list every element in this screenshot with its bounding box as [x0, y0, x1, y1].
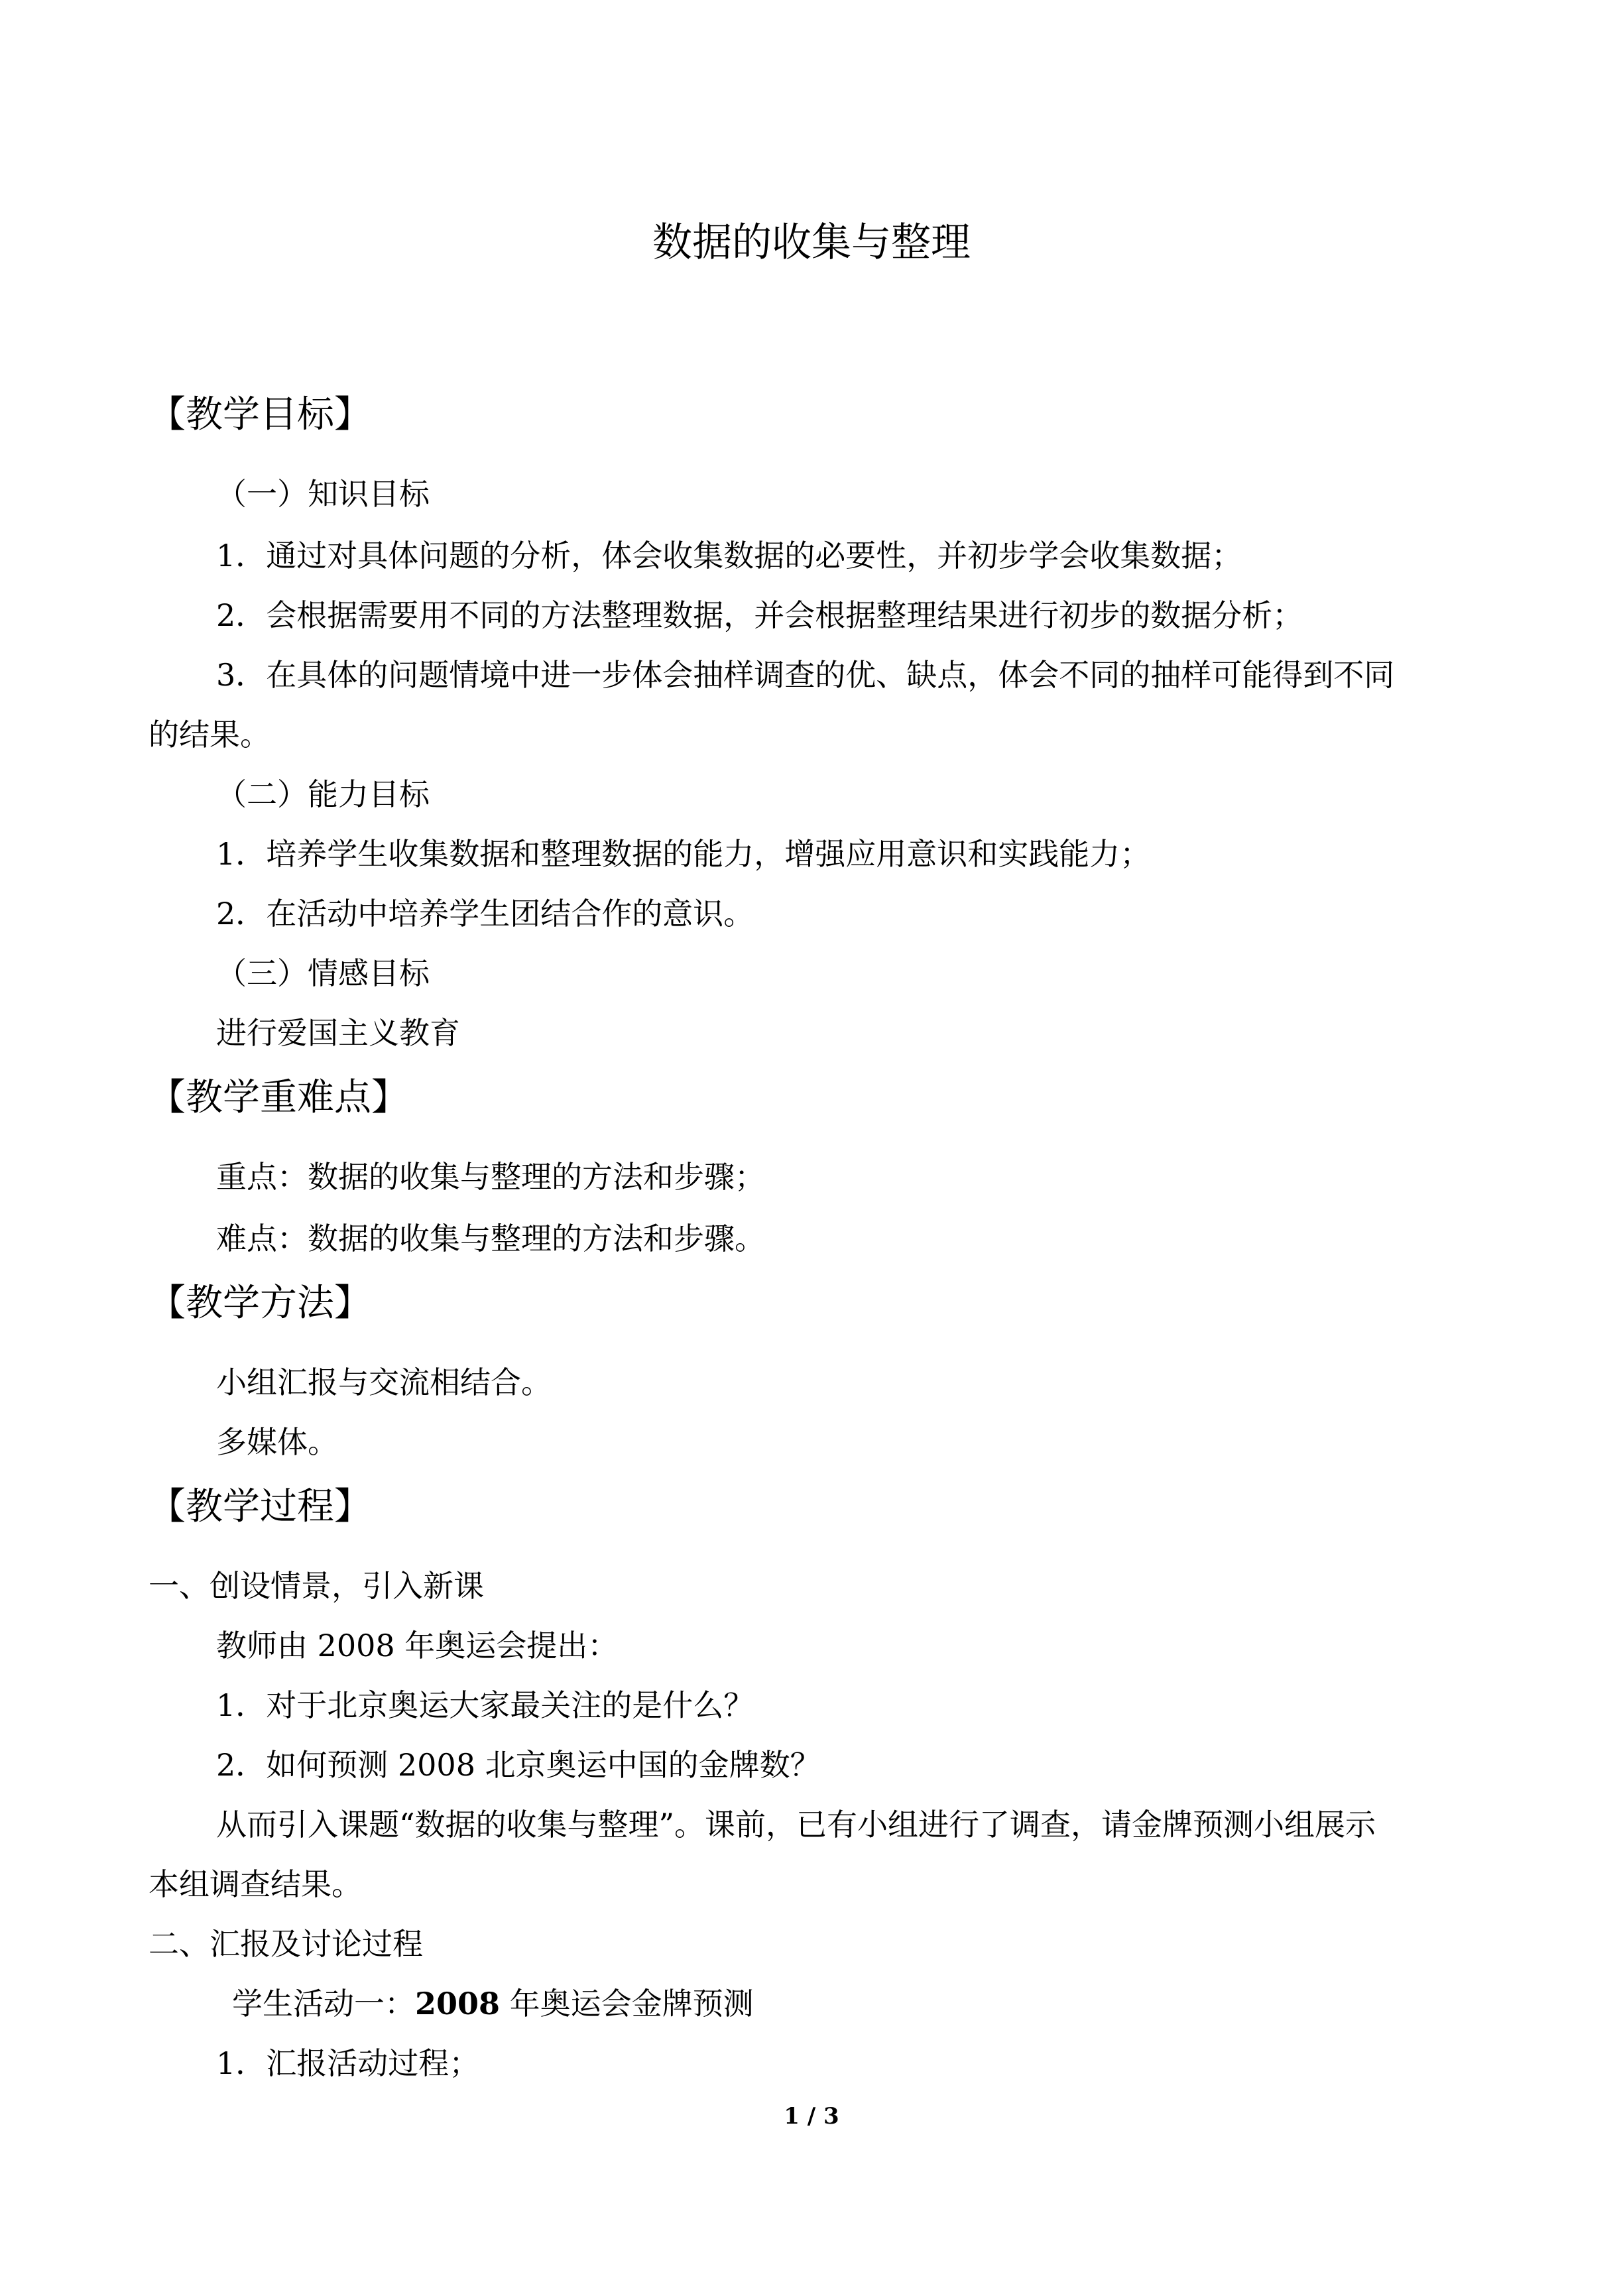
emotion-objective-text: 进行爱国主义教育 [216, 1015, 460, 1051]
question-item-2: 2．如何预测 2008 北京奥运中国的金牌数？ [216, 1747, 821, 1783]
heading-methods: 【教学方法】 [149, 1282, 371, 1325]
heading-objectives: 【教学目标】 [149, 393, 371, 436]
student-activity-suffix: 年奥运会金牌预测 [500, 1986, 754, 2022]
knowledge-item-3: 3．在具体的问题情境中进一步体会抽样调查的优、缺点，体会不同的抽样可能得到不同 [216, 657, 1395, 693]
intro-paragraph-line-1: 从而引入课题“数据的收集与整理”。课前，已有小组进行了调查，请金牌预测小组展示 [216, 1807, 1376, 1843]
document-title: 数据的收集与整理 [652, 219, 971, 266]
knowledge-objective-label: （一）知识目标 [216, 476, 430, 512]
intro-paragraph-line-2: 本组调查结果。 [149, 1866, 362, 1902]
knowledge-item-1: 1．通过对具体问题的分析，体会收集数据的必要性，并初步学会收集数据； [216, 538, 1242, 574]
process-part1-title: 一、创设情景，引入新课 [149, 1568, 484, 1604]
process-part2-title: 二、汇报及讨论过程 [149, 1926, 423, 1962]
method-item-2: 多媒体。 [216, 1424, 338, 1460]
heading-key-points: 【教学重难点】 [149, 1076, 408, 1119]
student-activity-year: 2008 [415, 1986, 501, 2022]
report-item-1: 1．汇报活动过程； [216, 2045, 480, 2081]
ability-objective-label: （二）能力目标 [216, 776, 430, 812]
knowledge-item-3-continued: 的结果。 [149, 717, 270, 753]
student-activity-prefix: 学生活动一： [232, 1986, 415, 2022]
difficult-point-text: 难点：数据的收集与整理的方法和步骤。 [216, 1221, 765, 1256]
heading-process: 【教学过程】 [149, 1485, 371, 1528]
knowledge-item-2: 2．会根据需要用不同的方法整理数据，并会根据整理结果进行初步的数据分析； [216, 597, 1303, 633]
student-activity-line [232, 1984, 754, 2024]
method-item-1: 小组汇报与交流相结合。 [216, 1364, 552, 1400]
teacher-prompt-line: 教师由 2008 年奥运会提出： [216, 1628, 619, 1663]
ability-item-2: 2．在活动中培养学生团结合作的意识。 [216, 896, 754, 932]
key-point-text: 重点：数据的收集与整理的方法和步骤； [216, 1159, 765, 1195]
emotion-objective-label: （三）情感目标 [216, 955, 430, 991]
question-item-1: 1．对于北京奥运大家最关注的是什么？ [216, 1687, 754, 1723]
page-number: 1 / 3 [784, 2103, 839, 2130]
ability-item-1: 1．培养学生收集数据和整理数据的能力，增强应用意识和实践能力； [216, 836, 1151, 872]
